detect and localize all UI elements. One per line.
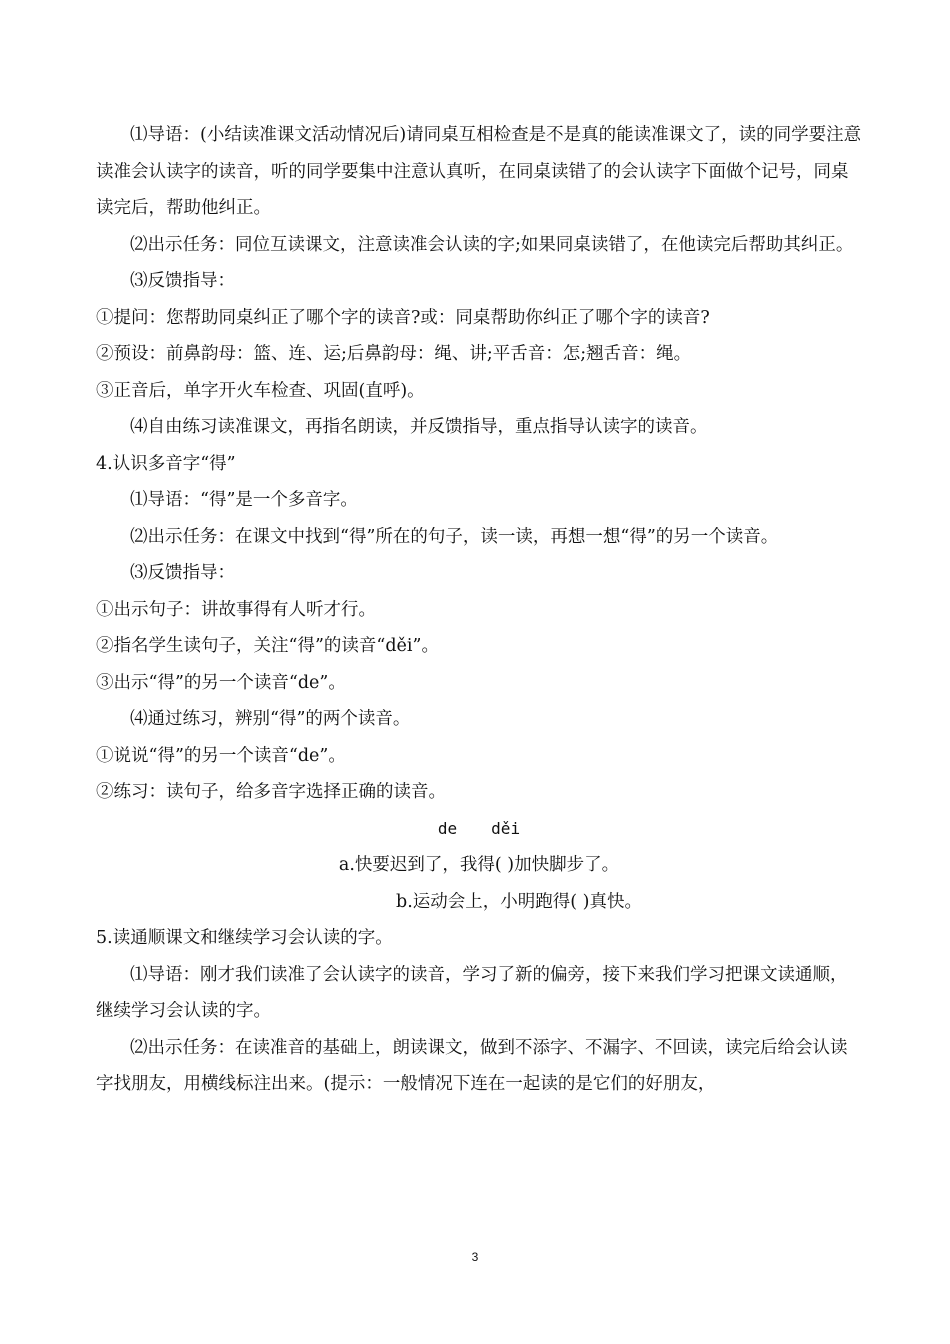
exercise-sentence-b: b.运动会上，小明跑得( )真快。 bbox=[396, 891, 642, 912]
paragraph: ⑴导语：刚才我们读准了会认读字的读音，学习了新的偏旁，接下来我们学习把课文读通顺，继续学习会认读的字。 bbox=[96, 964, 848, 1021]
paragraph: ⑵出示任务：在读准音的基础上，朗读课文，做到不添字、不漏字、不回读，读完后给会认读字找朋友，用横线标注出来。(提示：一般情况下连在一起读的是它们的好朋友， bbox=[96, 1037, 848, 1094]
exercise-sentence-a: a.快要迟到了，我得( )加快脚步了。 bbox=[338, 855, 620, 875]
section-heading: 5.读通顺课文和继续学习会认读的字。 bbox=[96, 928, 393, 948]
paragraph: ①出示句子：讲故事得有人听才行。 bbox=[96, 599, 376, 620]
pinyin-option-dei: děi bbox=[491, 818, 521, 838]
paragraph: ②练习：读句子，给多音字选择正确的读音。 bbox=[96, 782, 446, 802]
paragraph: ⑴导语：“得”是一个多音字。 bbox=[130, 490, 358, 510]
paragraph: ③出示“得”的另一个读音“de”。 bbox=[96, 672, 346, 693]
paragraph: ⑶反馈指导： bbox=[130, 563, 235, 583]
paragraph: ①提问：您帮助同桌纠正了哪个字的读音?或：同桌帮助你纠正了哪个字的读音? bbox=[96, 307, 710, 328]
paragraph: ⑴导语：(小结读准课文活动情况后)请同桌互相检查是不是真的能读准课文了，读的同学要注意读准会认读字的读音，听的同学要集中注意认真听，在同桌读错了的会认读字下面做个记号，同桌读完后，帮助他纠正。 bbox=[96, 125, 862, 218]
paragraph: ③正音后，单字开火车检查、巩固(直呼)。 bbox=[96, 380, 425, 401]
paragraph: ①说说“得”的另一个读音“de”。 bbox=[96, 745, 346, 766]
section-heading: 4.认识多音字“得” bbox=[96, 453, 236, 474]
paragraph: ②指名学生读句子，关注“得”的读音“děi”。 bbox=[96, 636, 439, 656]
paragraph: ⑶反馈指导： bbox=[130, 271, 235, 291]
paragraph: ⑷自由练习读准课文，再指名朗读，并反馈指导，重点指导认读字的读音。 bbox=[130, 417, 708, 437]
document-body bbox=[96, 117, 862, 1103]
pinyin-options bbox=[96, 811, 862, 848]
paragraph: ⑷通过练习，辨别“得”的两个读音。 bbox=[130, 709, 411, 729]
page-number: 3 bbox=[471, 1250, 479, 1264]
paragraph: ⑵出示任务：同位互读课文，注意读准会认读的字;如果同桌读错了，在他读完后帮助其纠正。 bbox=[130, 234, 854, 255]
pinyin-option-de: de bbox=[437, 818, 458, 838]
paragraph: ⑵出示任务：在课文中找到“得”所在的句子，读一读，再想一想“得”的另一个读音。 bbox=[130, 526, 779, 547]
paragraph: ②预设：前鼻韵母：篮、连、运;后鼻韵母：绳、讲;平舌音：怎;翘舌音：绳。 bbox=[96, 344, 692, 364]
